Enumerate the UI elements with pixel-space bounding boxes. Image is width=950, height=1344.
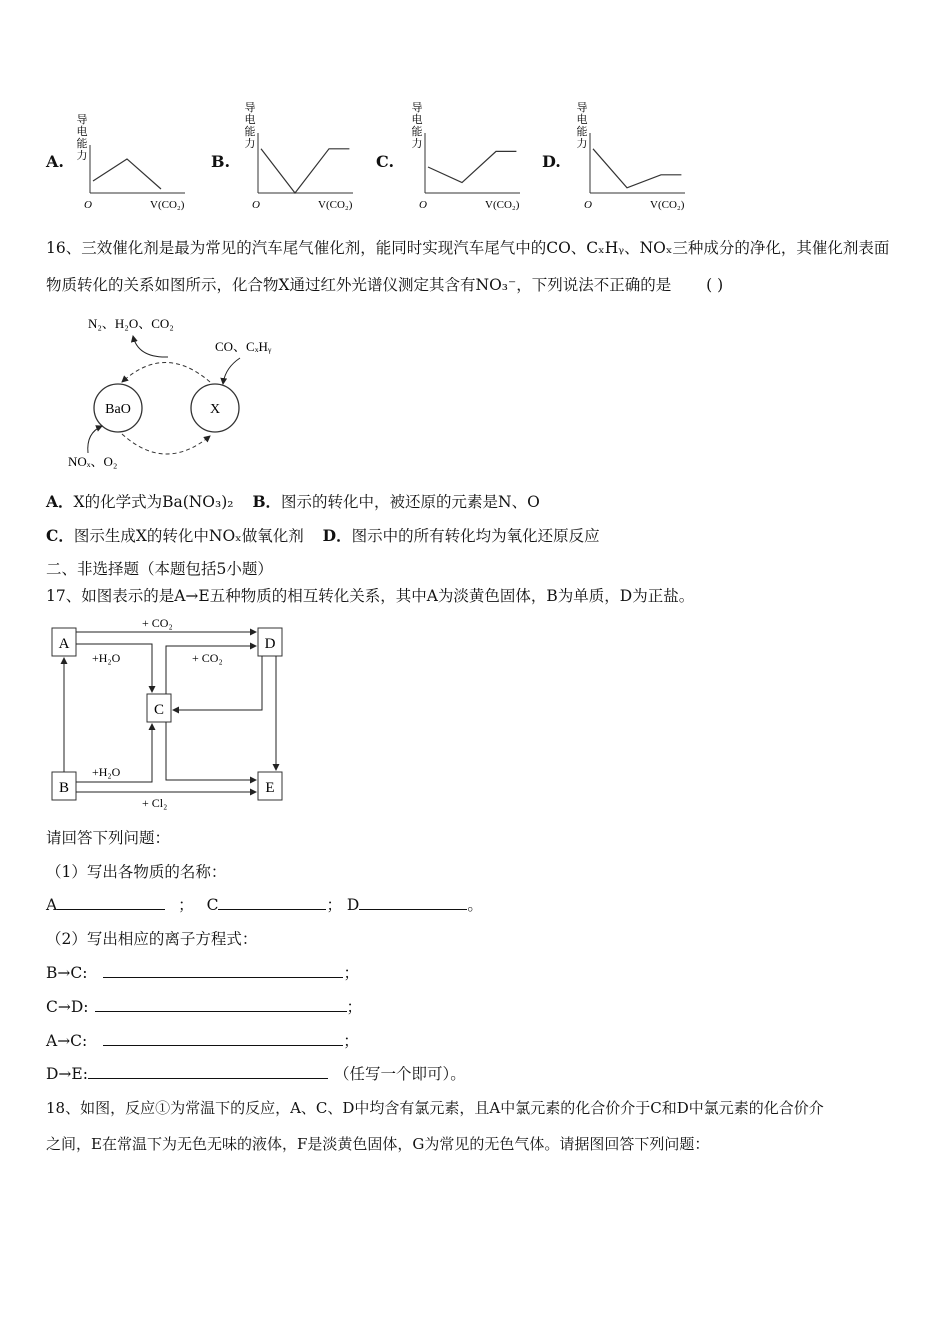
nox-o2-label: NOₓ、O₂ bbox=[68, 454, 118, 469]
y-axis-label-char: 力 bbox=[244, 138, 256, 150]
eq-a-c-label: A→C: bbox=[46, 1032, 88, 1050]
y-axis-label-char: 能 bbox=[244, 126, 256, 138]
name-d-blank[interactable] bbox=[359, 895, 467, 910]
eq-b-c-semi: ； bbox=[343, 964, 359, 982]
q16-opt-d: 图示中的所有转化均为氧化还原反应 bbox=[351, 527, 600, 545]
products-label: N₂、H₂O、CO₂ bbox=[88, 316, 174, 331]
eq-b-c-blank[interactable] bbox=[103, 963, 343, 978]
y-axis-label-char: 电 bbox=[76, 126, 88, 138]
x-axis-label: V(CO₂) bbox=[650, 199, 685, 211]
conductivity-graphs bbox=[0, 95, 950, 215]
q17-prompt: 请回答下列问题： bbox=[46, 829, 171, 847]
box-b-label: B bbox=[58, 780, 70, 796]
eq-row-a-c bbox=[46, 1029, 359, 1051]
x-axis-label: V(CO₂) bbox=[318, 199, 353, 211]
y-axis-label-char: 导 bbox=[411, 102, 423, 114]
y-axis-label-char: 能 bbox=[76, 138, 88, 150]
eq-d-e-note: （任写一个即可）。 bbox=[333, 1065, 466, 1083]
y-axis-label-char: 电 bbox=[576, 114, 588, 126]
series-line bbox=[261, 149, 349, 193]
origin-label: O bbox=[84, 199, 92, 211]
eq-d-e-label: D→E: bbox=[46, 1065, 88, 1083]
box-c-label: C bbox=[153, 702, 165, 718]
option-d-label: D. bbox=[542, 152, 561, 171]
option-b-label: B. bbox=[211, 152, 231, 171]
eq-a-c-semi: ； bbox=[343, 1032, 359, 1050]
name-c-label: C bbox=[206, 896, 219, 914]
q17-names-row bbox=[46, 893, 483, 915]
eq-c-d-blank[interactable] bbox=[95, 997, 347, 1012]
q17-sub1: （1）写出各物质的名称： bbox=[46, 863, 227, 881]
q16-options-ab bbox=[46, 490, 540, 512]
box-e-label: E bbox=[265, 780, 275, 796]
y-axis-label-char: 力 bbox=[76, 150, 88, 162]
y-axis-label-char: 能 bbox=[411, 126, 423, 138]
y-axis-label-char: 力 bbox=[576, 138, 588, 150]
name-a-blank[interactable] bbox=[57, 895, 165, 910]
label-b-to-e: + Cl₂ bbox=[142, 796, 168, 810]
q16-stem-line1: 16、三效催化剂是最为常见的汽车尾气催化剂，能同时实现汽车尾气中的CO、CₓHᵧ、NOₓ三种成分的净化，其催化剂表面 bbox=[46, 239, 890, 257]
name-d-label: D bbox=[346, 896, 360, 914]
label-a-to-d: + CO₂ bbox=[142, 616, 173, 630]
nox-input-arrow bbox=[88, 426, 102, 453]
eq-c-d-label: C→D: bbox=[46, 998, 89, 1016]
y-axis-label-char: 电 bbox=[244, 114, 256, 126]
x-axis-label: V(CO₂) bbox=[150, 199, 185, 211]
substance-conversion-diagram bbox=[40, 612, 300, 812]
q18-stem-line2: 之间，E在常温下为无色无味的液体，F是淡黄色固体，G为常见的无色气体。请据图回答下列问题： bbox=[46, 1135, 710, 1153]
q18-stem-line1: 18、如图，反应①为常温下的反应，A、C、D中均含有氯元素，且A中氯元素的化合价介于C和D中氯元素的化合价介 bbox=[46, 1099, 824, 1117]
q17-stem: 17、如图表示的是A→E五种物质的相互转化关系，其中A为淡黄色固体，B为单质，D为正盐。 bbox=[46, 587, 695, 605]
reductant-input-arrow bbox=[223, 358, 240, 384]
end-1: 。 bbox=[467, 896, 483, 914]
option-a-label: A. bbox=[46, 152, 64, 171]
name-a-label: A bbox=[46, 896, 58, 914]
sep-1: ； bbox=[178, 896, 194, 914]
label-a-to-c: +H₂O bbox=[92, 651, 121, 665]
eq-d-e-blank[interactable] bbox=[88, 1064, 328, 1079]
section-2-heading: 二、非选择题（本题包括5小题） bbox=[46, 560, 273, 578]
arrow-c-to-e bbox=[166, 722, 256, 780]
y-axis-label-char: 能 bbox=[576, 126, 588, 138]
series-line bbox=[428, 151, 516, 182]
y-axis-label-char: 导 bbox=[576, 102, 588, 114]
bao-to-x-arrow bbox=[122, 434, 210, 454]
series-line bbox=[93, 159, 161, 189]
y-axis-label-char: 导 bbox=[76, 114, 88, 126]
y-axis-label-char: 导 bbox=[244, 102, 256, 114]
box-d-label: D bbox=[264, 636, 276, 652]
x-label: X bbox=[209, 402, 221, 417]
x-to-bao-arrow bbox=[122, 363, 210, 383]
product-release-arrow bbox=[133, 336, 168, 357]
origin-label: O bbox=[252, 199, 260, 211]
q16-opt-c-label: C． bbox=[46, 526, 74, 545]
box-a-label: A bbox=[58, 636, 70, 652]
q16-stem-text: 物质转化的关系如图所示，化合物X通过红外光谱仪测定其含有NO₃⁻，下列说法不正确的是 bbox=[46, 276, 672, 294]
label-c-to-d: + CO₂ bbox=[192, 651, 223, 665]
catalyst-cycle-diagram bbox=[60, 308, 300, 478]
bao-label: BaO bbox=[105, 402, 131, 417]
y-axis-label-char: 电 bbox=[411, 114, 423, 126]
sep-2: ； bbox=[326, 896, 342, 914]
option-c-label: C. bbox=[376, 152, 395, 171]
q16-opt-c: 图示生成X的转化中NOₓ做氧化剂 bbox=[73, 527, 304, 545]
q16-opt-a: X的化学式为Ba(NO₃)₂ bbox=[73, 493, 234, 511]
q17-sub2: （2）写出相应的离子方程式： bbox=[46, 930, 258, 948]
name-c-blank[interactable] bbox=[218, 895, 326, 910]
q16-opt-b: 图示的转化中，被还原的元素是N、O bbox=[281, 493, 540, 511]
eq-c-d-semi: ； bbox=[346, 998, 363, 1016]
reductants-label: CO、CₓHᵧ bbox=[215, 339, 272, 354]
y-axis-label-char: 力 bbox=[411, 138, 423, 150]
x-axis-label: V(CO₂) bbox=[485, 199, 520, 211]
q16-options-cd bbox=[46, 524, 600, 546]
q16-opt-a-label: A． bbox=[46, 492, 74, 511]
origin-label: O bbox=[584, 199, 592, 211]
series-line bbox=[593, 149, 681, 188]
origin-label: O bbox=[419, 199, 427, 211]
eq-row-d-e bbox=[46, 1062, 466, 1084]
q16-opt-b-label: B． bbox=[252, 492, 282, 511]
eq-a-c-blank[interactable] bbox=[103, 1031, 343, 1046]
q16-opt-d-label: D． bbox=[322, 526, 352, 545]
eq-b-c-label: B→C: bbox=[46, 964, 88, 982]
q16-stem-line2 bbox=[46, 273, 723, 295]
eq-row-c-d bbox=[46, 995, 362, 1017]
answer-paren: ( ) bbox=[706, 276, 724, 294]
eq-row-b-c bbox=[46, 961, 359, 983]
label-b-to-c: +H₂O bbox=[92, 765, 121, 779]
